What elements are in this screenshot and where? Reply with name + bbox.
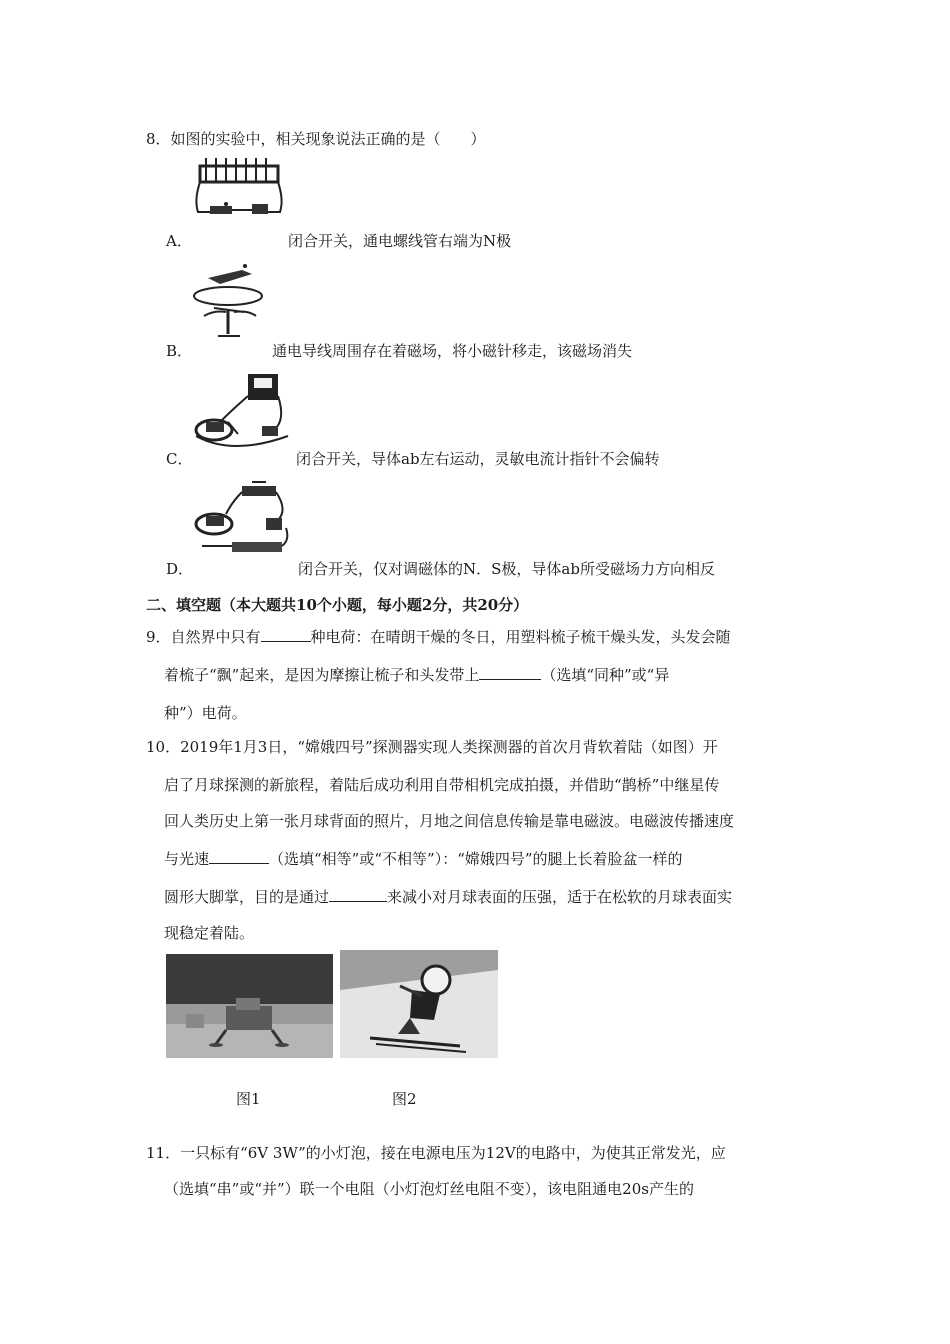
figure-d-motor-principle [192, 480, 292, 562]
q9-line-3: 种”）电荷。 [164, 704, 247, 722]
q8-stem: 8．如图的实验中，相关现象说法正确的是（ ） [146, 130, 486, 148]
figure-1-caption: 图1 [236, 1090, 261, 1108]
q10-line-3: 回人类历史上第一张月球背面的照片，月地之间信息传输是靠电磁波。电磁波传播速度 [164, 812, 735, 830]
q9-text-1b: 种电荷：在晴朗干燥的冬日，用塑料梳子梳干燥头发，头发会随 [310, 628, 731, 646]
q8-option-d-text: 闭合开关，仅对调磁体的N．S极，导体ab所受磁场力方向相反 [298, 560, 715, 578]
q10-line-1: 10．2019年1月3日，“嫦娥四号”探测器实现人类探测器的首次月背软着陆（如图）开 [146, 738, 718, 756]
q10-line-6: 现稳定着陆。 [164, 924, 255, 942]
q9-line-2 [164, 664, 669, 685]
q8-option-c-letter: C． [166, 450, 193, 468]
q10-blank-2[interactable] [329, 887, 387, 902]
q10-text-5a: 圆形大脚掌，目的是通过 [164, 888, 330, 906]
q10-text-5b: 来减小对月球表面的压强，适于在松软的月球表面实 [387, 888, 733, 906]
q10-line-5 [164, 886, 732, 907]
section-heading: 二、填空题（本大题共10个小题，每小题2分，共20分） [146, 596, 529, 614]
q9-text-1a: 9．自然界中只有 [146, 628, 261, 646]
q10-blank-1[interactable] [209, 849, 269, 864]
q9-line-1 [146, 626, 731, 647]
q10-line-2: 启了月球探测的新旅程，着陆后成功利用自带相机完成拍摄，并借助“鹊桥”中继星传 [164, 776, 720, 794]
figure-b-wire-compass [190, 262, 270, 344]
q11-line-2: （选填“串”或“并”）联一个电阻（小灯泡灯丝电阻不变），该电阻通电20s产生的 [164, 1180, 694, 1198]
figure-1-lunar-lander-photo [166, 954, 333, 1058]
q9-text-2a: 着梳子“飘”起来，是因为摩擦让梳子和头发带上 [164, 666, 480, 684]
q9-blank-2[interactable] [479, 665, 541, 680]
figure-a-solenoid [192, 152, 287, 232]
figure-2-caption: 图2 [392, 1090, 417, 1108]
q8-option-b-text: 通电导线周围存在着磁场，将小磁针移走，该磁场消失 [272, 342, 633, 360]
figure-c-galvanometer [192, 370, 292, 452]
figure-2-skier-photo [340, 950, 498, 1058]
q8-option-c-text: 闭合开关，导体ab左右运动，灵敏电流计指针不会偏转 [296, 450, 660, 468]
q8-option-a-text: 闭合开关，通电螺线管右端为N极 [288, 232, 512, 250]
q10-text-4a: 与光速 [164, 850, 210, 868]
q9-text-2b: （选填“同种”或“异 [541, 666, 670, 684]
q11-line-1: 11．一只标有“6V 3W”的小灯泡，接在电源电压为12V的电路中，为使其正常发光，应 [146, 1144, 726, 1162]
q10-line-4 [164, 848, 683, 869]
q8-option-d-letter: D． [166, 560, 194, 578]
q10-text-4b: （选填“相等”或“不相等”）：“嫦娥四号”的腿上长着脸盆一样的 [269, 850, 683, 868]
q8-option-a-letter: A． [166, 232, 192, 250]
q8-option-b-letter: B． [166, 342, 193, 360]
q9-blank-1[interactable] [261, 627, 311, 642]
